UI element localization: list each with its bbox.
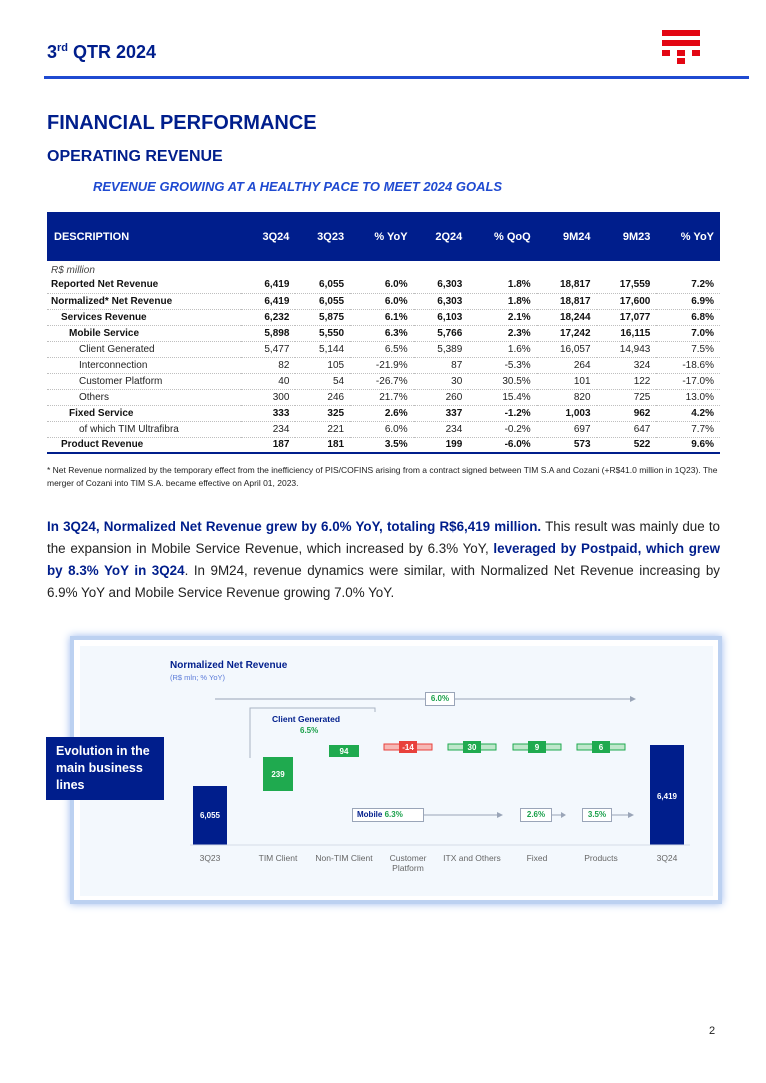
table-cell: 2.1% — [468, 309, 536, 325]
table-cell: 14,943 — [597, 341, 657, 357]
table-cell: 2.6% — [350, 405, 414, 421]
table-footnote: * Net Revenue normalized by the temporary effect from the inefficiency of PIS/COFINS arising from a contract signed between TIM S.A and Cozani (+R$41.0 million in 1Q23). The merger of Cozani into TIM S.A. became effective on April 01, 2023. — [47, 465, 718, 488]
table-cell: -0.2% — [468, 421, 536, 437]
table-cell: 234 — [241, 421, 296, 437]
bar-value-label: 6,055 — [199, 811, 221, 820]
x-axis-label: Fixed — [526, 853, 548, 863]
column-header: % QoQ — [468, 212, 536, 261]
table-cell: 333 — [241, 405, 296, 421]
table-cell: 199 — [414, 437, 469, 453]
table-cell: 17,600 — [597, 293, 657, 309]
bar-value-label: 9 — [534, 743, 540, 752]
summary-bold-2: leveraged by Postpaid, which grew by 8.3% YoY in 3Q24 — [47, 541, 720, 578]
table-cell: 6.0% — [350, 421, 414, 437]
table-cell: 5,898 — [241, 325, 296, 341]
table-cell: 18,244 — [537, 309, 597, 325]
mobile-growth: 6.3% — [384, 810, 403, 819]
summary-text-2: . In 9M24, revenue dynamics were similar, with Normalized Net Revenue increasing by 6.9% YoY and Mobile Service Revenue growing 7.0% YoY. — [47, 563, 720, 600]
table-cell: 6,232 — [241, 309, 296, 325]
bar-value-label: 30 — [467, 743, 477, 752]
row-label: Interconnection — [47, 357, 241, 373]
section-title: FINANCIAL PERFORMANCE — [47, 112, 317, 134]
row-label: Mobile Service — [47, 325, 241, 341]
column-header: 3Q24 — [241, 212, 296, 261]
table-cell: -17.0% — [656, 373, 720, 389]
table-cell: 6.0% — [350, 277, 414, 293]
bar-value-label: 239 — [271, 770, 285, 779]
chart-title: Normalized Net Revenue — [170, 660, 288, 671]
table-cell: 7.7% — [656, 421, 720, 437]
table-cell: 16,115 — [597, 325, 657, 341]
row-label: Fixed Service — [47, 405, 241, 421]
table-cell: 18,817 — [537, 293, 597, 309]
table-cell: 5,766 — [414, 325, 469, 341]
table-cell: 325 — [295, 405, 350, 421]
unit-label: R$ million — [51, 264, 95, 276]
products-arrowhead — [628, 812, 634, 818]
x-axis-label: Customer Platform — [389, 853, 427, 873]
table-cell: 234 — [414, 421, 469, 437]
summary-bold-1: In 3Q24, Normalized Net Revenue grew by 6.0% YoY, totaling R$6,419 million. — [47, 519, 542, 534]
page-number: 2 — [709, 1025, 716, 1037]
report-period-title: 3rd QTR 2024 — [47, 42, 157, 62]
table-cell: 6.5% — [350, 341, 414, 357]
bar-value-label: -14 — [402, 743, 414, 752]
section-subtitle: REVENUE GROWING AT A HEALTHY PACE TO MEET 2024 GOALS — [93, 179, 503, 194]
table-cell: 6.3% — [350, 325, 414, 341]
row-label: Client Generated — [47, 341, 241, 357]
table-cell: 522 — [597, 437, 657, 453]
mobile-label: Mobile — [357, 810, 383, 819]
table-cell: -26.7% — [350, 373, 414, 389]
table-cell: 7.5% — [656, 341, 720, 357]
table-cell: 6.0% — [350, 293, 414, 309]
column-header: 9M23 — [597, 212, 657, 261]
table-cell: 30.5% — [468, 373, 536, 389]
x-axis-label: Products — [584, 853, 618, 863]
table-cell: 18,817 — [537, 277, 597, 293]
table-cell: 7.0% — [656, 325, 720, 341]
bar-value-label: 6 — [598, 743, 604, 752]
table-cell: 1.8% — [468, 293, 536, 309]
table-cell: 7.2% — [656, 277, 720, 293]
table-cell: 725 — [597, 389, 657, 405]
table-cell: 54 — [295, 373, 350, 389]
table-cell: 5,477 — [241, 341, 296, 357]
table-cell: 6,055 — [295, 293, 350, 309]
column-header: % YoY — [350, 212, 414, 261]
row-label: Product Revenue — [47, 437, 241, 453]
summary-text-1: This result was mainly due to the expansion in Mobile Service Revenue, which increased by 6.3% YoY, — [47, 519, 720, 556]
table-cell: 40 — [241, 373, 296, 389]
table-cell: 6.9% — [656, 293, 720, 309]
row-label: of which TIM Ultrafibra — [47, 421, 241, 437]
table-cell: 324 — [597, 357, 657, 373]
table-cell: 337 — [414, 405, 469, 421]
table-cell: 6.1% — [350, 309, 414, 325]
table-cell: 5,389 — [414, 341, 469, 357]
table-cell: 13.0% — [656, 389, 720, 405]
table-cell: 647 — [597, 421, 657, 437]
table-cell: 5,875 — [295, 309, 350, 325]
table-cell: 101 — [537, 373, 597, 389]
bar-value-label: 6,419 — [656, 792, 678, 801]
table-cell: -5.3% — [468, 357, 536, 373]
table-cell: 16,057 — [537, 341, 597, 357]
table-cell: 300 — [241, 389, 296, 405]
mobile-arrowhead — [497, 812, 503, 818]
total-growth-arrowhead — [630, 696, 636, 702]
table-cell: 4.2% — [656, 405, 720, 421]
table-cell: 30 — [414, 373, 469, 389]
row-label: Customer Platform — [47, 373, 241, 389]
column-header: 9M24 — [537, 212, 597, 261]
x-axis-label: 3Q24 — [656, 853, 678, 863]
table-cell: 221 — [295, 421, 350, 437]
table-cell: 105 — [295, 357, 350, 373]
table-cell: 17,559 — [597, 277, 657, 293]
column-header: % YoY — [656, 212, 720, 261]
column-header: 3Q23 — [295, 212, 350, 261]
table-cell: 260 — [414, 389, 469, 405]
x-axis-label: 3Q23 — [199, 853, 221, 863]
table-cell: 5,144 — [295, 341, 350, 357]
chart-side-label: Evolution in the main business lines — [46, 737, 164, 800]
client-generated-growth: 6.5% — [300, 726, 319, 735]
table-cell: 6.8% — [656, 309, 720, 325]
table-cell: 1.8% — [468, 277, 536, 293]
table-cell: -6.0% — [468, 437, 536, 453]
column-header: 2Q24 — [414, 212, 469, 261]
table-cell: 1.6% — [468, 341, 536, 357]
table-cell: 9.6% — [656, 437, 720, 453]
row-label: Others — [47, 389, 241, 405]
table-cell: 6,419 — [241, 277, 296, 293]
table-cell: 15.4% — [468, 389, 536, 405]
table-cell: -21.9% — [350, 357, 414, 373]
table-cell: 87 — [414, 357, 469, 373]
table-cell: -1.2% — [468, 405, 536, 421]
mobile-growth-box — [352, 808, 424, 822]
table-cell: 573 — [537, 437, 597, 453]
table-cell: 6,303 — [414, 277, 469, 293]
chart-bars — [190, 741, 690, 845]
x-axis-label: TIM Client — [258, 853, 298, 863]
bar-value-label: 94 — [339, 747, 349, 756]
table-cell: 6,055 — [295, 277, 350, 293]
table-cell: 122 — [597, 373, 657, 389]
table-cell: 1,003 — [537, 405, 597, 421]
table-cell: 5,550 — [295, 325, 350, 341]
x-axis-label: ITX and Others — [443, 853, 501, 863]
x-axis-label: Non-TIM Client — [315, 853, 373, 863]
table-cell: 17,242 — [537, 325, 597, 341]
table-cell: 187 — [241, 437, 296, 453]
table-cell: 962 — [597, 405, 657, 421]
column-header: DESCRIPTION — [47, 212, 241, 261]
products-growth: 3.5% — [582, 808, 612, 822]
table-cell: 6,419 — [241, 293, 296, 309]
table-cell: 820 — [537, 389, 597, 405]
table-cell: 82 — [241, 357, 296, 373]
table-cell: -18.6% — [656, 357, 720, 373]
table-cell: 3.5% — [350, 437, 414, 453]
table-cell: 264 — [537, 357, 597, 373]
fixed-arrowhead — [561, 812, 566, 818]
client-generated-label: Client Generated — [272, 714, 341, 724]
table-cell: 697 — [537, 421, 597, 437]
total-growth-label: 6.0% — [425, 692, 455, 706]
table-cell: 6,103 — [414, 309, 469, 325]
subsection-title: OPERATING REVENUE — [47, 148, 223, 165]
table-cell: 181 — [295, 437, 350, 453]
table-cell: 246 — [295, 389, 350, 405]
table-cell: 6,303 — [414, 293, 469, 309]
chart-subtitle: (R$ mln; % YoY) — [170, 673, 226, 682]
table-cell: 21.7% — [350, 389, 414, 405]
row-label: Reported Net Revenue — [47, 277, 241, 293]
table-cell: 2.3% — [468, 325, 536, 341]
fixed-growth: 2.6% — [520, 808, 552, 822]
row-label: Normalized* Net Revenue — [47, 293, 241, 309]
row-label: Services Revenue — [47, 309, 241, 325]
table-cell: 17,077 — [597, 309, 657, 325]
